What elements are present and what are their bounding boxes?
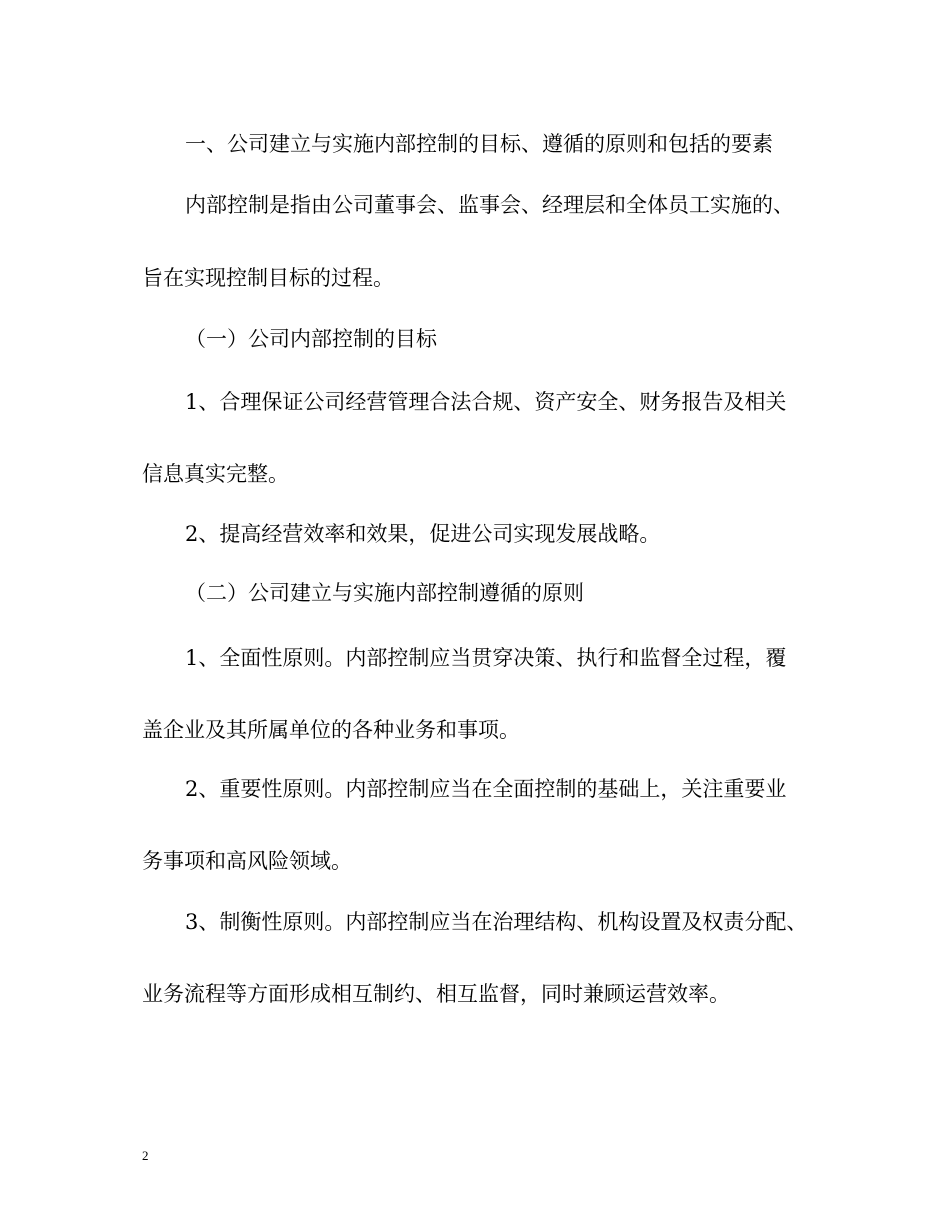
subsection-heading: （二）公司建立与实施内部控制遵循的原则: [185, 581, 584, 605]
page-number: 2: [142, 1148, 149, 1163]
paragraph-line: 内部控制是指由公司董事会、监事会、经理层和全体员工实施的、: [185, 193, 794, 217]
subsection-heading: （一）公司内部控制的目标: [185, 327, 437, 351]
list-item-line: 盖企业及其所属单位的各种业务和事项。: [142, 718, 520, 742]
section-heading: 一、公司建立与实施内部控制的目标、遵循的原则和包括的要素: [185, 132, 773, 156]
list-item-line: 2、提高经营效率和效果，促进公司实现发展战略。: [185, 522, 661, 546]
list-item-line: 务事项和高风险领域。: [142, 849, 352, 873]
list-item-line: 2、重要性原则。内部控制应当在全面控制的基础上，关注重要业: [185, 777, 787, 801]
list-item-line: 3、制衡性原则。内部控制应当在治理结构、机构设置及权责分配、: [185, 910, 808, 934]
list-item-line: 信息真实完整。: [142, 462, 289, 486]
list-item-line: 1、合理保证公司经营管理合法合规、资产安全、财务报告及相关: [185, 390, 787, 414]
paragraph-line: 旨在实现控制目标的过程。: [142, 266, 394, 290]
list-item-line: 1、全面性原则。内部控制应当贯穿决策、执行和监督全过程，覆: [185, 646, 787, 670]
list-item-line: 业务流程等方面形成相互制约、相互监督，同时兼顾运营效率。: [142, 982, 730, 1006]
